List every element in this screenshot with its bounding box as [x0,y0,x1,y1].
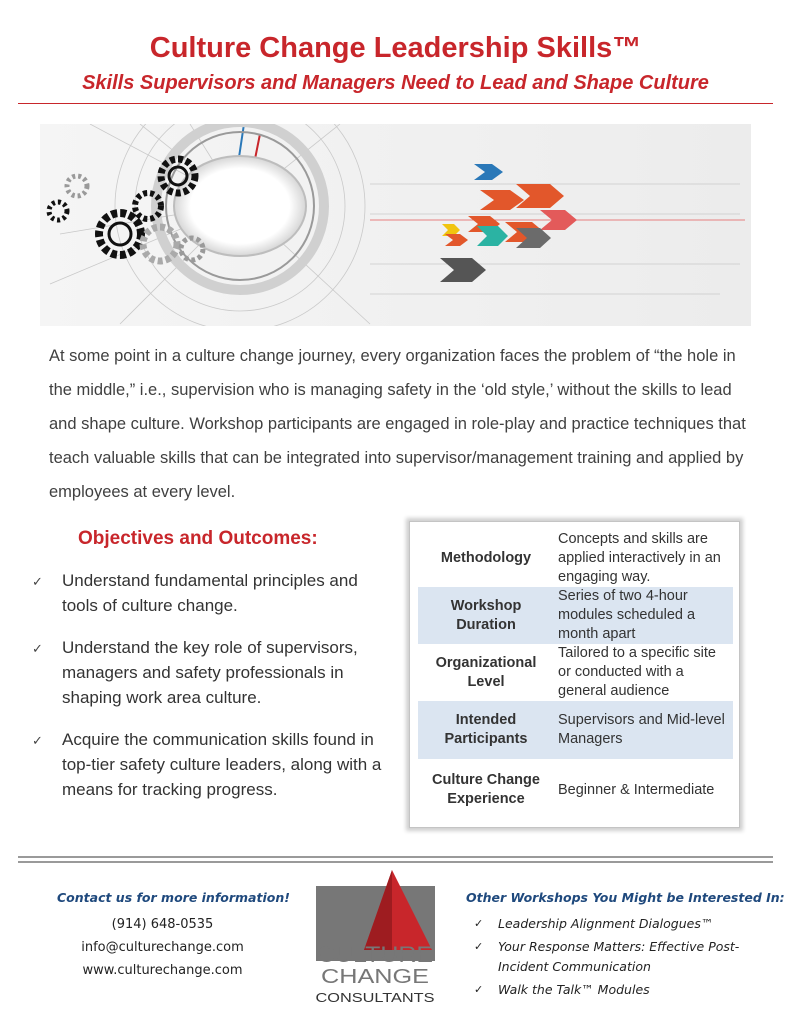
list-item-text: Understand the key role of supervisors, managers and safety professionals in shaping work area culture. [62,638,358,707]
page-subtitle: Skills Supervisors and Managers Need to Lead and Shape Culture [82,72,709,94]
table-row [418,529,733,587]
page-title: Culture Change Leadership Skills™ [149,32,642,64]
list-item [474,980,774,1000]
list-item-text: Acquire the communication skills found in top-tier safety culture leaders, along with a means for tracking progress. [62,730,382,799]
objectives-heading: Objectives and Outcomes: [78,528,318,549]
contact-block [60,913,265,982]
detail-value: Series of two 4-hour modules scheduled a month apart [554,587,733,644]
detail-label: Methodology [440,549,532,566]
detail-label: Organizational Level [435,654,537,690]
contact-website[interactable]: www.culturechange.com [82,963,243,978]
other-workshops-list [474,914,774,1003]
list-item-text: Walk the Talk™ Modules [498,982,650,997]
detail-label: Intended Participants [418,701,554,759]
hero-illustration [40,124,751,326]
workshop-details-card [409,521,740,828]
footer-divider [18,856,773,858]
list-item [32,635,392,710]
table-row [418,759,733,821]
detail-label: Workshop Duration [418,587,554,644]
detail-value: Beginner & Intermediate [558,781,715,798]
list-item-text: Leadership Alignment Dialogues™ [498,916,714,931]
workshop-details-table [418,529,733,821]
detail-label: Culture Change Experience [432,772,540,807]
logo-line-2: CHANGE [321,966,429,988]
contact-phone: (914) 648-0535 [111,917,214,932]
list-item [474,914,774,934]
table-row [418,587,733,644]
detail-value: Concepts and skills are applied interactively in an engaging way. [558,530,721,585]
list-item [32,727,392,802]
table-row [418,644,733,701]
checkmark-icon: ✓ [474,917,484,930]
checkmark-icon: ✓ [32,733,43,748]
list-item [474,937,774,977]
list-item [32,568,392,618]
list-item-text: Understand fundamental principles and tools of culture change. [62,571,358,615]
detail-value: Supervisors and Mid-level Managers [554,701,733,759]
footer-divider [18,861,773,863]
checkmark-icon: ✓ [474,983,484,996]
detail-value: Tailored to a specific site or conducted with a general audience [558,645,716,699]
list-item-text: Your Response Matters: Effective Post-Incident Communication [498,939,740,974]
logo-line-3: CONSULTANTS [315,990,435,1005]
checkmark-icon: ✓ [32,574,43,589]
table-row [418,701,733,759]
company-logo [314,866,437,1008]
intro-paragraph: At some point in a culture change journey, every organization faces the problem of “the hole in the middle,” i.e., supervision who is managing safety in the ‘old style,’ without the skills to lead and shape culture. Workshop participants are engaged in role-play and practice techniques that teach valuable skills that can be integrated into supervisor/management training and applied by employees at every level. [49,347,746,501]
logo-line-1: CULTURE [317,942,433,967]
checkmark-icon: ✓ [474,940,484,953]
header-divider [18,103,773,104]
other-workshops-heading: Other Workshops You Might be Interested In: [466,890,785,905]
checkmark-icon: ✓ [32,641,43,656]
contact-email[interactable]: info@culturechange.com [81,940,244,955]
contact-heading: Contact us for more information! [57,890,290,905]
objectives-list [32,568,392,819]
